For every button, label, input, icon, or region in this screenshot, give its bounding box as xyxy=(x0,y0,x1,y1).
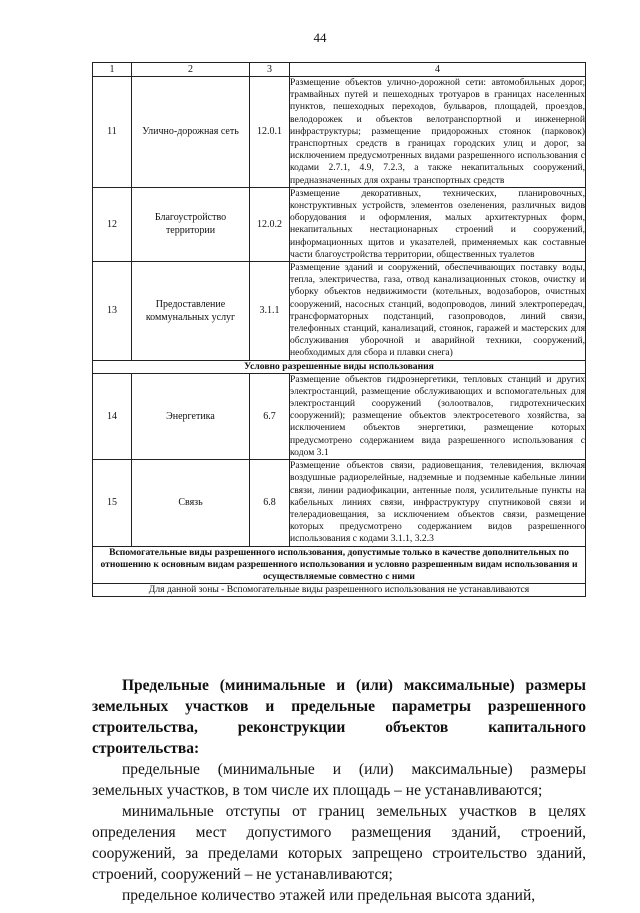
use-type-name: Связь xyxy=(132,460,250,546)
use-type-name: Энергетика xyxy=(132,373,250,459)
footer-row xyxy=(93,583,586,596)
table-row xyxy=(93,262,586,361)
use-type-description: Размещение объектов связи, радиовещания, телевидения, включая воздушные радиорелейные, надземные и подземные кабельные линии связи, линии радиофикации, антенные поля, усилительные пункты на кабельных линиях связи, инфраструктуру спутниковой связи и телерадиовещания, за исключением объектов связи, размещение которых предусмотрено содержанием видов разрешенного использования с кодами 3.1.1, 3.2.3 xyxy=(290,460,585,545)
use-type-code: 3.1.1 xyxy=(250,262,290,361)
section-heading: Предельные (минимальные и (или) максимальные) размеры земельных участков и предельные параметры разрешенного строительства, реконструкции объектов капитального строительства: xyxy=(92,677,586,757)
land-use-table xyxy=(92,62,586,597)
row-number: 11 xyxy=(93,77,132,188)
header-col-3: 3 xyxy=(250,63,290,77)
body-text xyxy=(92,675,586,906)
auxiliary-note: Для данной зоны - Вспомогательные виды разрешенного использования не устанавливаются xyxy=(93,583,586,596)
section-row-auxiliary xyxy=(93,546,586,583)
section-title-auxiliary: Вспомогательные виды разрешенного использования, допустимые только в качестве дополнительных по отношению к основным видам разрешенного использования и условно разрешенным видам использования и осуществляемые совместно с ними xyxy=(93,546,586,583)
header-col-4: 4 xyxy=(290,63,586,77)
header-col-2: 2 xyxy=(132,63,250,77)
use-type-description: Размещение объектов гидроэнергетики, тепловых станций и других электростанций, размещение обслуживающих и вспомогательных для электростанций сооружений (золоотвалов, гидротехнических сооружений); размещение объектов электросетевого хозяйства, за исключением объектов энергетики, размещение которых предусмотрено содержанием вида разрешенного использования с кодом 3.1 xyxy=(290,373,585,458)
table-header-row xyxy=(93,63,586,77)
table-row xyxy=(93,187,586,261)
table-row xyxy=(93,373,586,459)
use-type-code: 12.0.1 xyxy=(250,77,290,188)
paragraph-floors: предельное количество этажей или предельная высота зданий, xyxy=(122,887,536,904)
use-type-code: 6.7 xyxy=(250,373,290,459)
use-type-code: 6.8 xyxy=(250,460,290,546)
page-number: 44 xyxy=(313,30,327,45)
use-type-description: Размещение декоративных, технических, планировочных, конструктивных устройств, элементов озеленения, различных видов оборудования и оформления, малых архитектурных форм, некапитальных нестационарных строений и сооружений, информационных щитов и указателей, применяемых как составные части благоустройства территории, общественных туалетов xyxy=(290,187,585,260)
table-row xyxy=(93,460,586,546)
row-number: 12 xyxy=(93,187,132,261)
table-row xyxy=(93,77,586,188)
section-row-conditional xyxy=(93,360,586,373)
paragraph-setbacks: минимальные отступы от границ земельных участков в целях определения мест допустимого размещения зданий, строений, сооружений, за пределами которых запрещено строительство зданий, строений, сооружений – не устанавливаются; xyxy=(92,803,586,883)
use-type-code: 12.0.2 xyxy=(250,187,290,261)
use-type-name: Улично-дорожная сеть xyxy=(132,77,250,188)
use-type-description: Размещение объектов улично-дорожной сети: автомобильных дорог, трамвайных путей и пешеходных тротуаров в границах населенных пунктов, пешеходных переходов, бульваров, площадей, проездов, велодорожек и объектов велотранспортной и инженерной инфраструктуры; размещение придорожных стоянок (парковок) транспортных средств в границах городских улиц и дорог, за исключением предусмотренных видами разрешенного использования с кодами 2.7.1, 4.9, 7.2.3, а также некапитальных сооружений, предназначенных для охраны транспортных средств xyxy=(290,77,585,186)
use-type-description: Размещение зданий и сооружений, обеспечивающих поставку воды, тепла, электричества, газа, отвод канализационных стоков, очистку и уборку объектов недвижимости (котельных, водозаборов, очистных сооружений, насосных станций, водопроводов, линий электропередач, трансформаторных подстанций, газопроводов, линий связи, телефонных станций, канализаций, стоянок, гаражей и мастерских для обслуживания уборочной и аварийной техники, сооружений, необходимых для сбора и плавки снега) xyxy=(290,262,585,359)
row-number: 14 xyxy=(93,373,132,459)
section-title-conditional: Условно разрешенные виды использования xyxy=(93,360,586,373)
paragraph-plot-sizes: предельные (минимальные и (или) максимальные) размеры земельных участков, в том числе их площадь – не устанавливаются; xyxy=(92,761,586,799)
row-number: 15 xyxy=(93,460,132,546)
header-col-1: 1 xyxy=(93,63,132,77)
row-number: 13 xyxy=(93,262,132,361)
use-type-name: Благоустройство территории xyxy=(132,187,250,261)
use-type-name: Предоставление коммунальных услуг xyxy=(132,262,250,361)
